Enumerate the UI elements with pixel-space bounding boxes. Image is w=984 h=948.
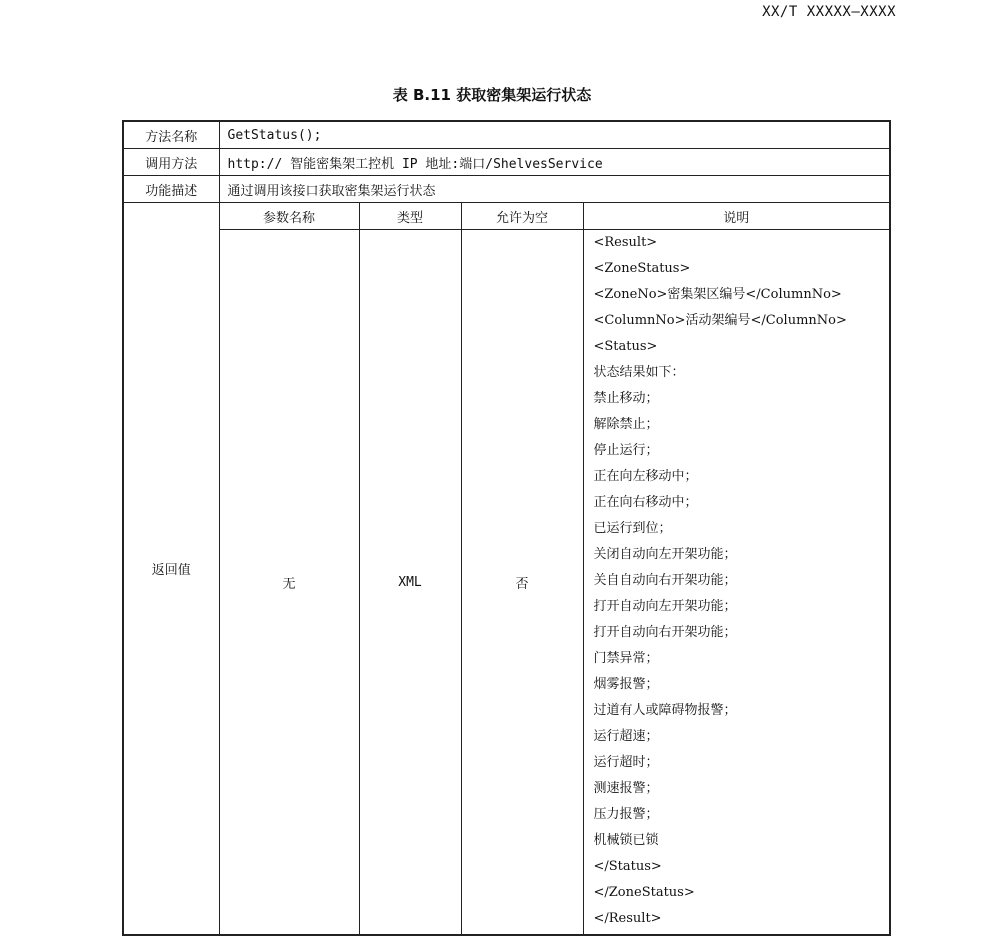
description-line: </Result> (593, 911, 662, 926)
document-number: XX/T XXXXX—XXXX (762, 4, 896, 20)
description-line: 解除禁止； (593, 417, 659, 432)
description-line: 门禁异常； (593, 651, 659, 666)
description-line: 过道有人或障碍物报警； (593, 703, 737, 718)
interface-spec-table (122, 120, 891, 936)
call-method-label: 调用方法 (123, 149, 219, 176)
description-line: <ColumnNo>活动架编号</ColumnNo> (593, 313, 847, 328)
description-lines (584, 230, 890, 934)
description-line: 打开自动向左开架功能； (593, 599, 737, 614)
description-line: 运行超速； (593, 729, 659, 744)
description-line: <ZoneStatus> (593, 261, 691, 276)
description-line: 停止运行； (593, 443, 659, 458)
function-desc-label: 功能描述 (123, 176, 219, 203)
description-line: </ZoneStatus> (593, 885, 695, 900)
description-line: 已运行到位； (593, 521, 672, 536)
method-name-label: 方法名称 (123, 121, 219, 149)
param-name-value: 无 (219, 230, 359, 936)
description-line: 正在向左移动中； (593, 469, 698, 484)
description-line: 运行超时； (593, 755, 659, 770)
description-line: 关自自动向右开架功能； (593, 573, 737, 588)
description-line: <Status> (593, 339, 658, 354)
description-line: 禁止移动； (593, 391, 659, 406)
type-value: XML (359, 230, 461, 936)
description-header: 说明 (583, 203, 890, 230)
method-name-value: GetStatus(); (219, 121, 890, 149)
return-data-row (123, 230, 890, 936)
call-method-value: http:// 智能密集架工控机 IP 地址:端口/ShelvesService (219, 149, 890, 176)
call-method-row (123, 149, 890, 176)
description-line: 压力报警； (593, 807, 659, 822)
description-line: <ZoneNo>密集架区编号</ColumnNo> (593, 287, 842, 302)
description-line: 烟雾报警； (593, 677, 659, 692)
description-line: 测速报警； (593, 781, 659, 796)
return-value-label: 返回值 (123, 203, 219, 936)
type-header: 类型 (359, 203, 461, 230)
function-desc-row (123, 176, 890, 203)
method-name-row (123, 121, 890, 149)
nullable-header: 允许为空 (461, 203, 583, 230)
description-line: </Status> (593, 859, 662, 874)
description-value (583, 230, 890, 936)
description-line: <Result> (593, 235, 658, 250)
function-desc-value: 通过调用该接口获取密集架运行状态 (219, 176, 890, 203)
table-title: 表 B.11 获取密集架运行状态 (392, 86, 592, 104)
param-name-header: 参数名称 (219, 203, 359, 230)
description-line: 关闭自动向左开架功能； (593, 547, 737, 562)
return-header-row (123, 203, 890, 230)
description-line: 状态结果如下： (593, 365, 685, 380)
nullable-value: 否 (461, 230, 583, 936)
description-line: 打开自动向右开架功能； (593, 625, 737, 640)
description-line: 正在向右移动中； (593, 495, 698, 510)
description-line: 机械锁已锁 (593, 833, 659, 848)
